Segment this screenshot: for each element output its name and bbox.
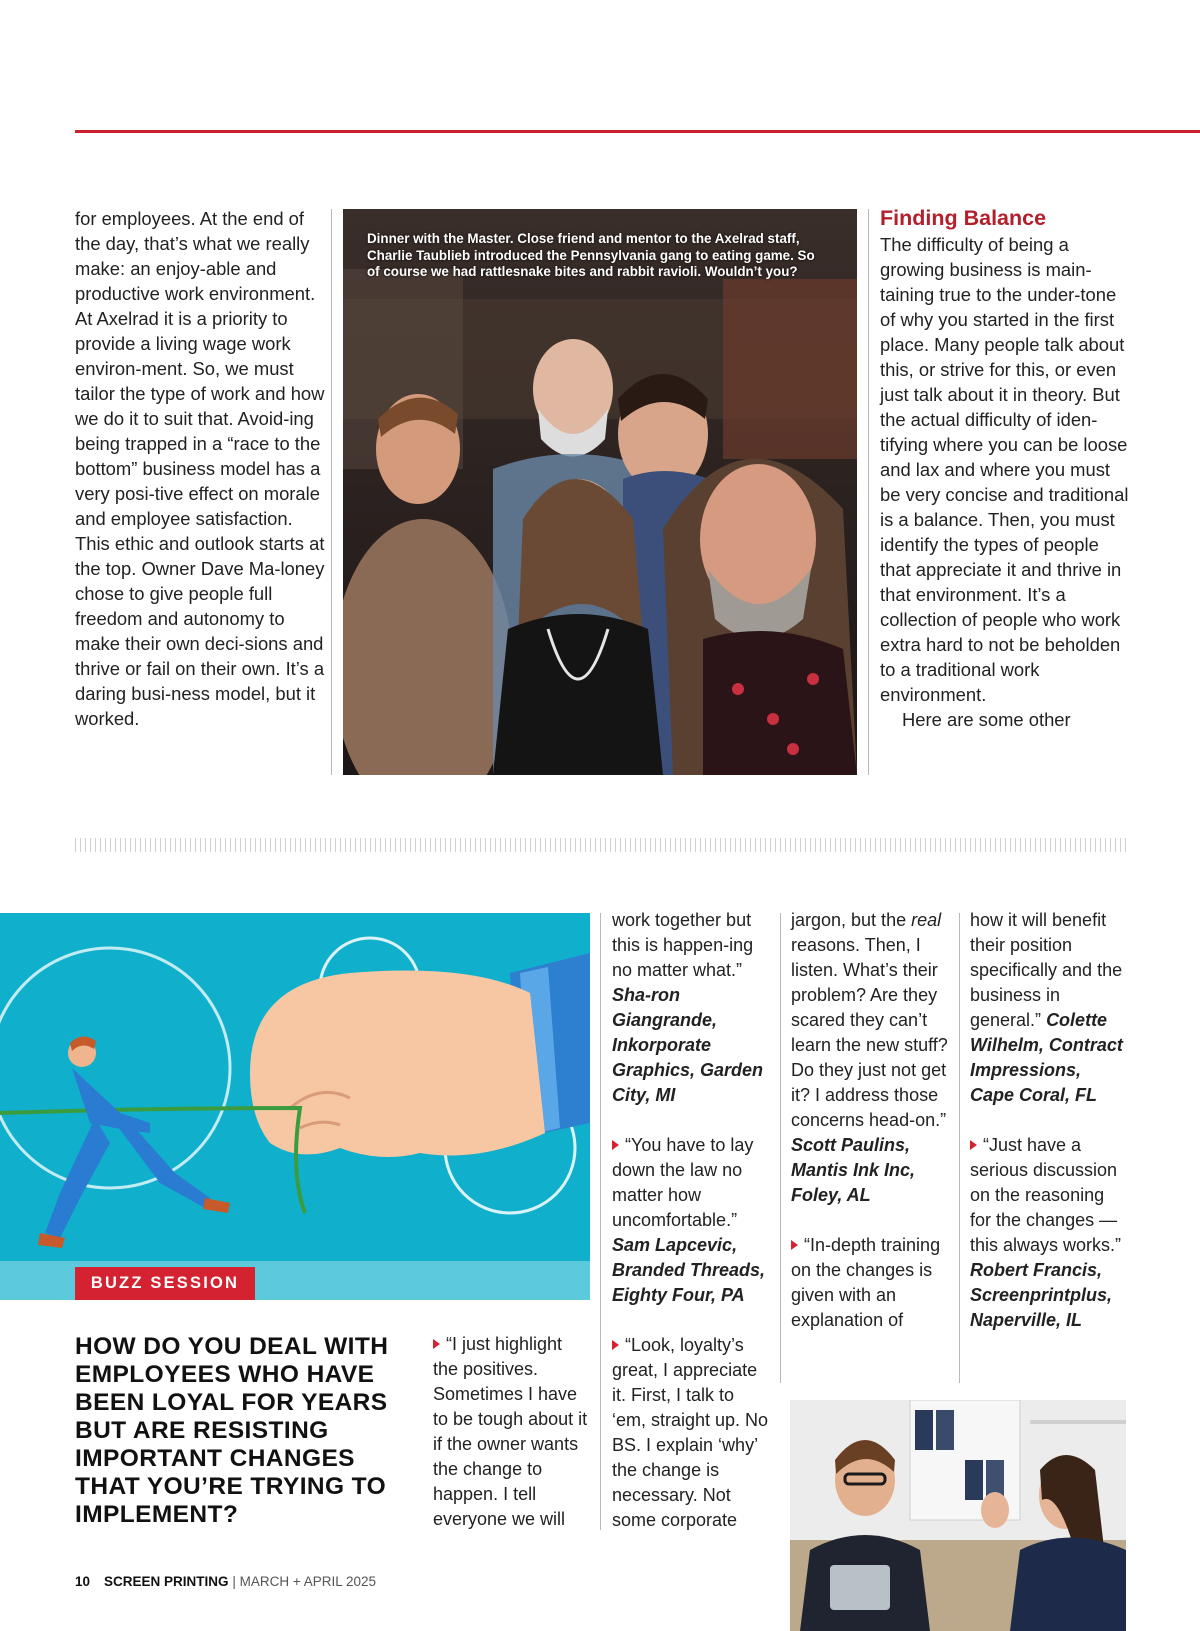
bullet-triangle-icon: [612, 1140, 619, 1150]
answer-quote: reasons. Then, I listen. What’s their problem? Are they scared they can’t learn the new stuff? Do they just not get it? I address those concerns head-on.”: [791, 935, 948, 1130]
answer-author: Scott Paulins, Mantis Ink Inc, Foley, AL: [791, 1135, 916, 1205]
article-column-3: [880, 204, 1130, 732]
column-divider: [600, 913, 601, 1368]
bullet-triangle-icon: [791, 1240, 798, 1250]
answer-quote: work together but this is happen-ing no matter what.”: [612, 910, 754, 980]
article-column-3-continuation: Here are some other: [902, 709, 1071, 730]
tug-of-war-artwork: [0, 913, 590, 1300]
answer-author: Sha-ron Giangrande, Inkorporate Graphics, Garden City, MI: [612, 985, 764, 1105]
bullet-triangle-icon: [433, 1339, 440, 1349]
office-meeting-artwork: [790, 1400, 1126, 1631]
tug-of-war-illustration: [0, 913, 590, 1300]
column-divider: [868, 209, 869, 775]
article-column-1: [75, 206, 325, 731]
dinner-photo-illustration: [343, 209, 857, 775]
article-column-1-text: for employees. At the end of the day, that’s what we really make: an enjoy-able and productive work environment. At Axelrad it is a priority to provide a living wage work environ-ment. So, we must tailor the type of work and how we do it to suit that. Avoid-ing being trapped in a “race to the bottom” business model has a very posi-tive effect on morale and employee satisfaction. This ethic and outlook starts at the top. Owner Dave Ma-loney chose to give people full freedom and autonomy to make their own deci-sions and thrive or fail on their own. It’s a daring busi-ness model, but it worked.: [75, 208, 325, 729]
column-divider: [780, 913, 781, 1383]
answer-quote: jargon, but the: [791, 910, 907, 930]
answer-author: Robert Francis, Screenprintplus, Naperville, IL: [970, 1260, 1113, 1330]
buzz-session-badge: BUZZ SESSION: [75, 1267, 255, 1300]
answer-column-4: [970, 908, 1130, 1333]
magazine-name: SCREEN PRINTING: [104, 1574, 229, 1589]
answer-quote: how it will benefit their position specifically and the business in general.”: [970, 910, 1123, 1030]
answer-quote: “Just have a serious discussion on the reasoning for the changes — this always works.”: [970, 1135, 1122, 1255]
answer-author: Sam Lapcevic, Branded Threads, Eighty Four, PA: [612, 1235, 766, 1305]
page-footer: [75, 1573, 376, 1591]
column-divider: [331, 209, 332, 775]
answer-quote: “Look, loyalty’s great, I appreciate it. First, I talk to ‘em, straight up. No BS. I explain ‘why’ the change is necessary. Not some corporate: [612, 1335, 769, 1530]
dinner-photo: [343, 209, 857, 775]
answer-quote: “You have to lay down the law no matter how uncomfortable.”: [612, 1135, 754, 1230]
section-heading: Finding Balance: [880, 206, 1047, 230]
bullet-triangle-icon: [970, 1140, 977, 1150]
bullet-triangle-icon: [612, 1340, 619, 1350]
buzz-question: HOW DO YOU DEAL WITH EMPLOYEES WHO HAVE BEEN LOYAL FOR YEARS BUT ARE RESISTING IMPORTANT CHANGES THAT YOU’RE TRYING TO IMPLEMENT?: [75, 1333, 389, 1528]
answer-column-3: [791, 908, 951, 1333]
column-divider: [600, 1322, 601, 1530]
photo-caption: Dinner with the Master. Close friend and mentor to the Axelrad staff, Charlie Taublieb introduced the Pennsylvania gang to eating game. So of course we had rattlesnake bites and rabbit ravioli. Wouldn’t you?: [367, 231, 815, 279]
page-number: 10: [75, 1574, 91, 1589]
hatched-divider: [75, 838, 1127, 852]
answer-column-1: [433, 1332, 588, 1532]
answer-quote: “I just highlight the positives. Sometimes I have to be tough about it if the owner wants the change to happen. I tell everyone we will: [433, 1334, 588, 1529]
column-divider: [959, 913, 960, 1383]
top-red-rule: [75, 130, 1200, 133]
answer-quote: “In-depth training on the changes is given with an explanation of: [791, 1235, 941, 1330]
answer-author: Colette Wilhelm, Contract Impressions, Cape Coral, FL: [970, 1010, 1123, 1105]
issue-date: MARCH + APRIL 2025: [239, 1574, 377, 1589]
answer-column-2: [612, 908, 772, 1533]
article-column-3-text: The difficulty of being a growing business is main-taining true to the under-tone of why you started in the first place. Many people talk about this, or strive for this, or even just talk about it in theory. But the actual difficulty of iden-tifying where you can be loose and lax and where you must be very concise and traditional is a balance. Then, you must identify the types of people that appreciate it and thrive in that environment. It’s a collection of people who work extra hard to not be beholden to a traditional work environment.: [880, 234, 1129, 705]
office-meeting-photo: [790, 1400, 1126, 1631]
answer-quote-emphasis: real: [911, 910, 942, 930]
footer-separator: |: [232, 1574, 236, 1589]
